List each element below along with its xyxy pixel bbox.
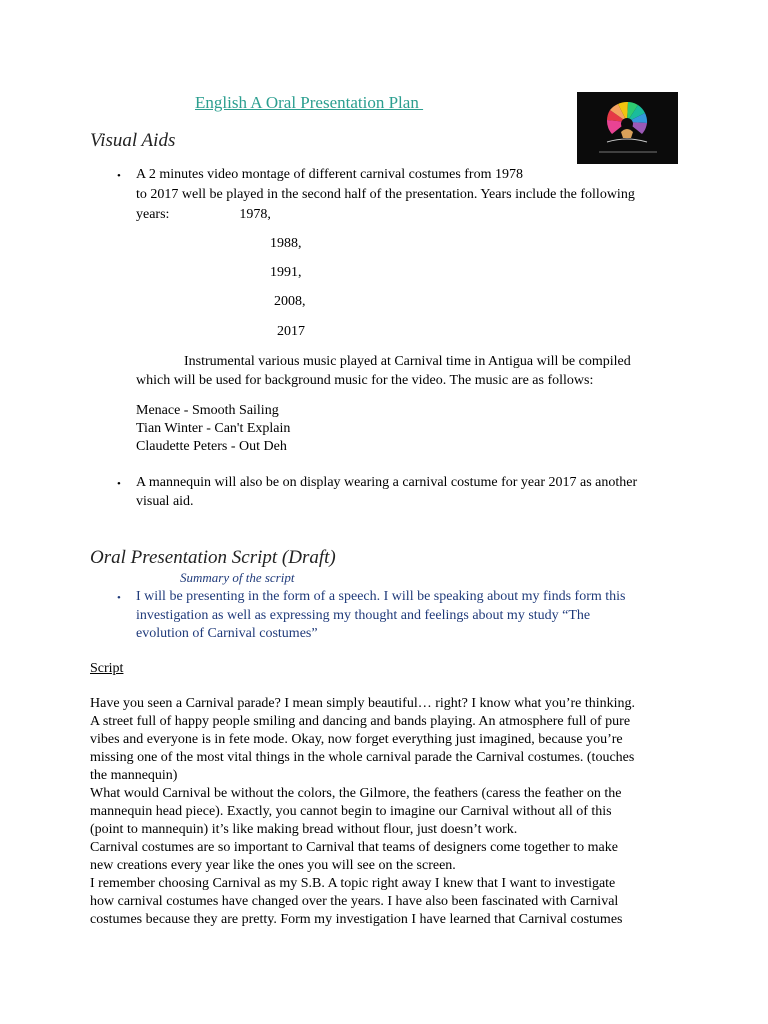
song-item: Tian Winter - Can't Explain bbox=[136, 421, 291, 436]
script-body-line: vibes and everyone is in fete mode. Okay, now forget everything just imagined, because you’re bbox=[90, 732, 623, 747]
script-body-line: the mannequin) bbox=[90, 768, 178, 783]
bullet-dot: • bbox=[117, 170, 121, 182]
year-item: 1991, bbox=[270, 265, 302, 280]
bullet-dot: • bbox=[117, 592, 121, 604]
summary-line: evolution of Carnival costumes” bbox=[136, 626, 318, 641]
bullet-text-line: A 2 minutes video montage of different carnival costumes from 1978 bbox=[136, 167, 523, 182]
script-body-line: (point to mannequin) it’s like making bread without flour, just doesn’t work. bbox=[90, 822, 518, 837]
script-body-line: costumes because they are pretty. Form my investigation I have learned that Carnival costumes bbox=[90, 912, 623, 927]
bullet-text-line: visual aid. bbox=[136, 494, 194, 509]
visual-aids-heading: Visual Aids bbox=[90, 130, 176, 151]
script-body-line: A street full of happy people smiling and dancing and bands playing. An atmosphere full of pure bbox=[90, 714, 631, 729]
bullet-text-line: A mannequin will also be on display wearing a carnival costume for year 2017 as another bbox=[136, 475, 638, 490]
script-body-line: I remember choosing Carnival as my S.B. A topic right away I knew that I want to investigate bbox=[90, 876, 616, 891]
script-body-line: What would Carnival be without the colors, the Gilmore, the feathers (caress the feather on the bbox=[90, 786, 622, 801]
year-item: 1988, bbox=[270, 236, 302, 251]
bullet-text-line: to 2017 well be played in the second half of the presentation. Years include the following bbox=[136, 187, 635, 202]
carnival-logo-image bbox=[577, 92, 678, 164]
summary-label: Summary of the script bbox=[180, 570, 295, 585]
script-body-line: Have you seen a Carnival parade? I mean simply beautiful… right? I know what you’re thinking. bbox=[90, 696, 636, 711]
song-item: Menace - Smooth Sailing bbox=[136, 403, 279, 418]
script-body-line: missing one of the most vital things in the whole carnival parade the Carnival costumes. (touches bbox=[90, 750, 635, 765]
summary-line: I will be presenting in the form of a speech. I will be speaking about my finds form this bbox=[136, 589, 626, 604]
bullet-dot: • bbox=[117, 478, 121, 490]
song-item: Claudette Peters - Out Deh bbox=[136, 439, 287, 454]
year-item: 2017 bbox=[277, 324, 305, 339]
script-body-line: new creations every year like the ones you will see on the screen. bbox=[90, 858, 456, 873]
script-body-line: how carnival costumes have changed over the years. I have also been fascinated with Carnival bbox=[90, 894, 619, 909]
script-body-line: Carnival costumes are so important to Carnival that teams of designers come together to make bbox=[90, 840, 618, 855]
script-section-heading: Oral Presentation Script (Draft) bbox=[90, 547, 336, 568]
script-body-line: mannequin head piece). Exactly, you cannot begin to imagine our Carnival without all of this bbox=[90, 804, 612, 819]
music-intro-line: Instrumental various music played at Carnival time in Antigua will be compiled bbox=[184, 354, 631, 369]
script-label: Script bbox=[90, 661, 124, 676]
bullet-text-line: years: 1978, bbox=[136, 207, 271, 222]
summary-line: investigation as well as expressing my thought and feelings about my study “The bbox=[136, 608, 591, 623]
music-intro-line: which will be used for background music for the video. The music are as follows: bbox=[136, 373, 594, 388]
year-item: 2008, bbox=[274, 294, 306, 309]
carnival-logo-graphic bbox=[577, 92, 678, 164]
document-title: English A Oral Presentation Plan bbox=[195, 93, 424, 112]
